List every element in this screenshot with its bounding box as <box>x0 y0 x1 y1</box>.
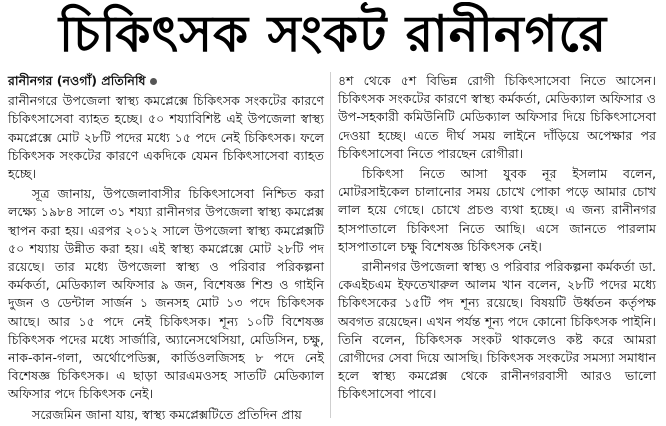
bullet-icon <box>150 78 157 85</box>
right-paragraph-2: চিকিৎসা নিতে আসা যুবক নূর ইসলাম বলেন, মোটরসাইকেল চালানোর সময় চোখে পোকা পড়ে আমার চোখ লাল হয়ে গেছে। চোখে প্রচণ্ড ব্যথা হচ্ছে। এ জন্য রানীনগর হাসপাতালে চিকিৎসা নিতে আছি। এসে জানতে পারলাম হাসপাতালে চক্ষু বিশেষজ্ঞ চিকিৎসক নেই। <box>338 166 656 254</box>
byline <box>8 72 324 90</box>
column-divider <box>330 72 331 418</box>
byline-text: রানীনগর (নওগাঁ) প্রতিনিধি <box>8 73 146 88</box>
byline-paragraph <box>8 72 324 90</box>
left-paragraph-1: রানীনগরে উপজেলা স্বাস্থ্য কমপ্লেক্সে চিকিৎসক সংকটের কারণে চিকিৎসাসেবা ব্যাহত হচ্ছে। ৫০ শয্যাবিশিষ্ট এই উপজেলা স্বাস্থ্য কমপ্লেক্সে মোট ২৮টি পদের মধ্যে ১৫ পদে নেই চিকিৎসক। ফলে চিকিৎসক সংকটের কারণে একদিকে যেমন চিকিৎসাসেবা ব্যাহত হচ্ছে। <box>8 93 324 182</box>
right-paragraph-3: রানীনগর উপজেলা স্বাস্থ্য ও পরিবার পরিকল্পনা কর্মকর্তা ডা. কেএইচএম ইফতেখারুল আলম খান বলেন, ২৮টি পদের মধ্যে চিকিৎসকের ১৫টি পদ শূন্য রয়েছে। বিষয়টি উর্ধ্বতন কর্তৃপক্ষ অবগত রয়েছেন। এখন পর্যন্ত শূন্য পদে কোনো চিকিৎসক পাইনি। তিনি বলেন, চিকিৎসক সংকট থাকলেও কষ্ট করে আমরা রোগীদের সেবা দিয়ে আসছি। চিকিৎসক সংকটের সমস্যা সমাধান হলে স্বাস্থ্য কমপ্লেক্স থেকে রানীনগরবাসী আরও ভালো চিকিৎসাসেবা পাবে। <box>338 259 656 402</box>
right-column <box>338 72 656 406</box>
right-paragraph-1: ৪শ থেকে ৫শ বিভিন্ন রোগী চিকিৎসাসেবা নিতে আসেন। চিকিৎসক সংকটের কারণে স্বাস্থ্য কর্মকর্তা, মেডিক্যাল অফিসার ও উপ-সহকারী কমিউনিটি মেডিক্যাল অফিসার দিয়ে চিকিৎসাসেবা দেওয়া হচ্ছে। এতে দীর্ঘ সময় লাইনে দাঁড়িয়ে অপেক্ষার পর চিকিৎসাসেবা নিতে পারছেন রোগীরা। <box>338 73 656 161</box>
left-paragraph-3: সরেজমিন জানা যায়, স্বাস্থ্য কমপ্লেক্সটিতে প্রতিদিন প্রায় <box>32 406 302 422</box>
headline: চিকিৎসক সংকট রানীনগরে <box>58 4 608 63</box>
left-paragraph-2: সূত্র জানায়, উপজেলাবাসীর চিকিৎসাসেবা নিশ্চিত করা লক্ষ্যে ১৯৮৪ সালে ৩১ শয্যা রানীনগর উপজেলা স্বাস্থ্য কমপ্লেক্স স্থাপন করা হয়। এরপর ২০১২ সালে উপজেলা স্বাস্থ্য কমপ্লেক্সটি ৫০ শয্যায় উন্নীত করা হয়। এই স্বাস্থ্য কমপ্লেক্সে মোট ২৮টি পদ রয়েছে। তার মধ্যে উপজেলা স্বাস্থ্য ও পরিবার পরিকল্পনা কর্মকর্তা, মেডিক্যাল অফিসার ৯ জন, বিশেষজ্ঞ শিশু ও গাইনি দুজন ও ডেন্টাল সার্জন ১ জনসহ মোট ১৩ পদে চিকিৎসক আছে। আর ১৫ পদে নেই চিকিৎসক। শূন্য ১০টি বিশেষজ্ঞ চিকিৎসক পদের মধ্যে সার্জারি, অ্যানেসথেসিয়া, মেডিসিন, চক্ষু, নাক-কান-গলা, অর্থোপেডিক্স, কার্ডিওলজিসহ ৮ পদে নেই বিশেষজ্ঞ চিকিৎসক। এ ছাড়া আরএমওসহ সাতটি মেডিক্যাল অফিসার পদে চিকিৎসক নেই। <box>8 186 324 402</box>
left-column <box>8 72 324 426</box>
